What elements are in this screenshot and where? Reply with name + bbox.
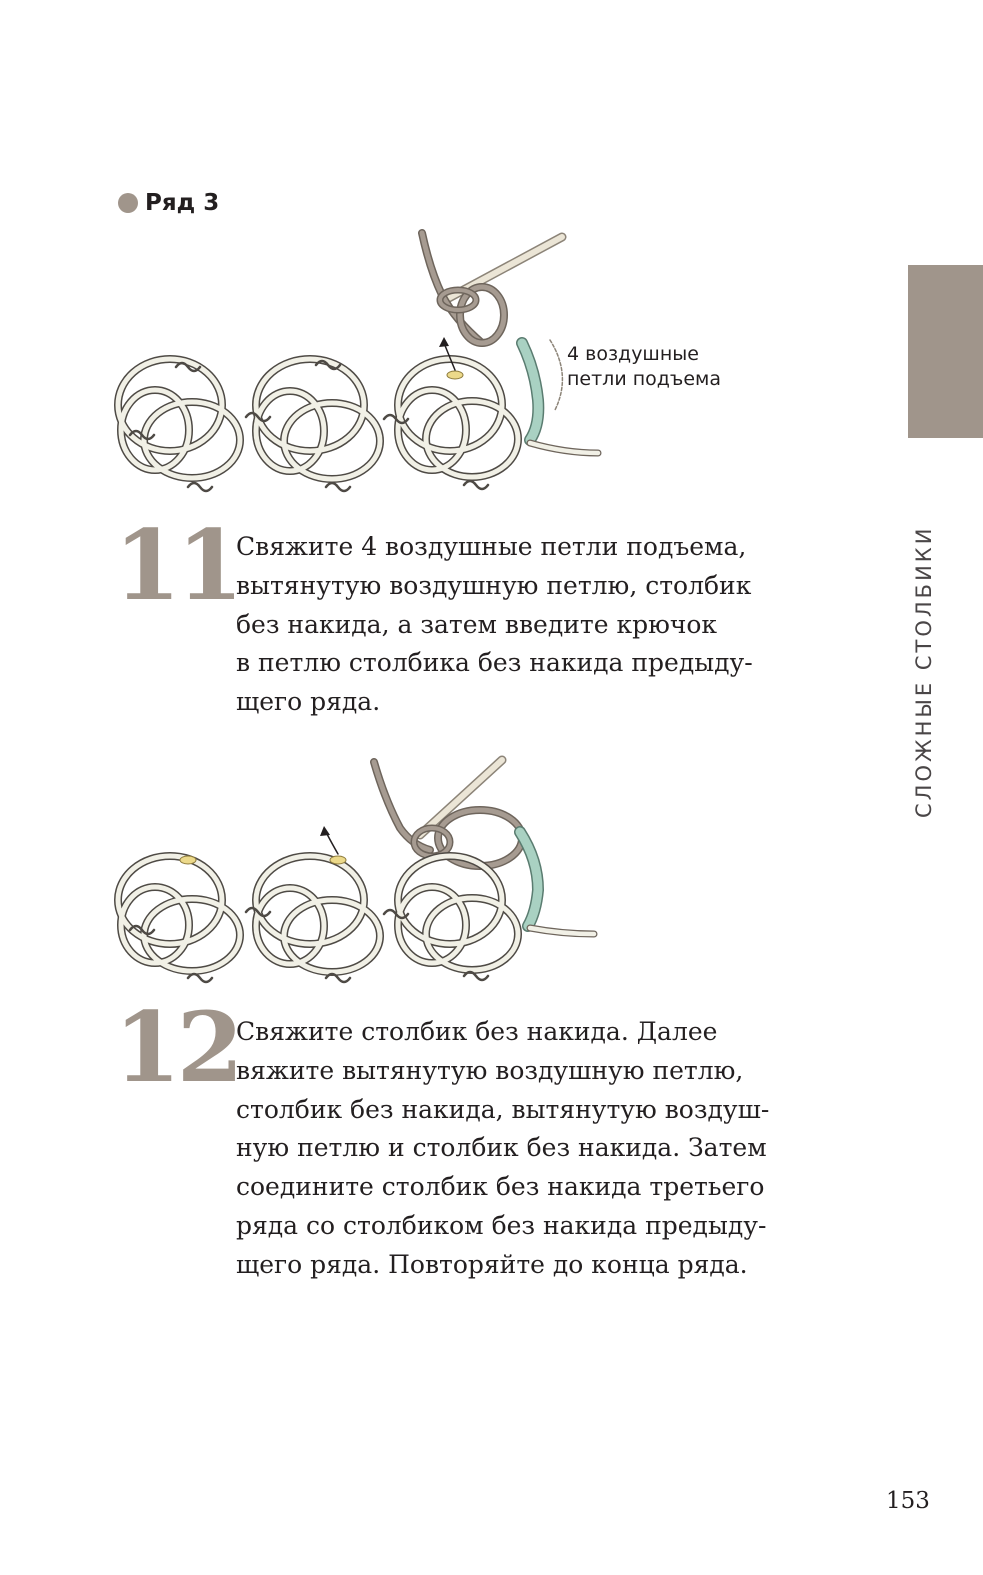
text-line: без накида, а затем введите крючок <box>236 609 718 639</box>
illustration-step-12 <box>110 750 610 1000</box>
crochet-diagram-row3-continue <box>110 750 610 1000</box>
section-title: Ряд 3 <box>145 190 220 216</box>
step-number-11: 11 <box>114 509 240 622</box>
crochet-diagram-row3-start <box>110 225 610 515</box>
text-line: соедините столбик без накида третьего <box>236 1172 765 1202</box>
annotation-line: петли подъема <box>567 368 721 390</box>
section-heading <box>118 190 219 216</box>
text-line: щего ряда. Повторяйте до конца ряда. <box>236 1249 748 1279</box>
annotation-line: 4 воздушные <box>567 343 699 365</box>
text-line: в петлю столбика без накида предыду- <box>236 648 753 678</box>
step-12-text <box>236 1013 796 1285</box>
text-line: Свяжите столбик без накида. Далее <box>236 1017 718 1046</box>
text-line: вяжите вытянутую воздушную петлю, <box>236 1055 744 1085</box>
text-line: вытянутую воздушную петлю, столбик <box>236 570 752 600</box>
step-number-12: 12 <box>114 991 240 1104</box>
step-11-text <box>236 528 796 722</box>
text-line: столбик без накида, вытянутую воздуш- <box>236 1094 770 1124</box>
page-number: 153 <box>886 1488 930 1514</box>
text-line: щего ряда. <box>236 687 381 717</box>
bullet-icon <box>118 193 138 213</box>
text-line: Свяжите 4 воздушные петли подъема, <box>236 532 747 561</box>
text-line: ную петлю и столбик без накида. Затем <box>236 1133 767 1163</box>
illustration-step-11 <box>110 225 610 515</box>
chapter-title: СЛОЖНЫЕ СТОЛБИКИ <box>912 525 936 818</box>
chain-annotation <box>567 342 721 392</box>
text-line: ряда со столбиком без накида предыду- <box>236 1210 767 1240</box>
chapter-tab <box>908 265 983 438</box>
